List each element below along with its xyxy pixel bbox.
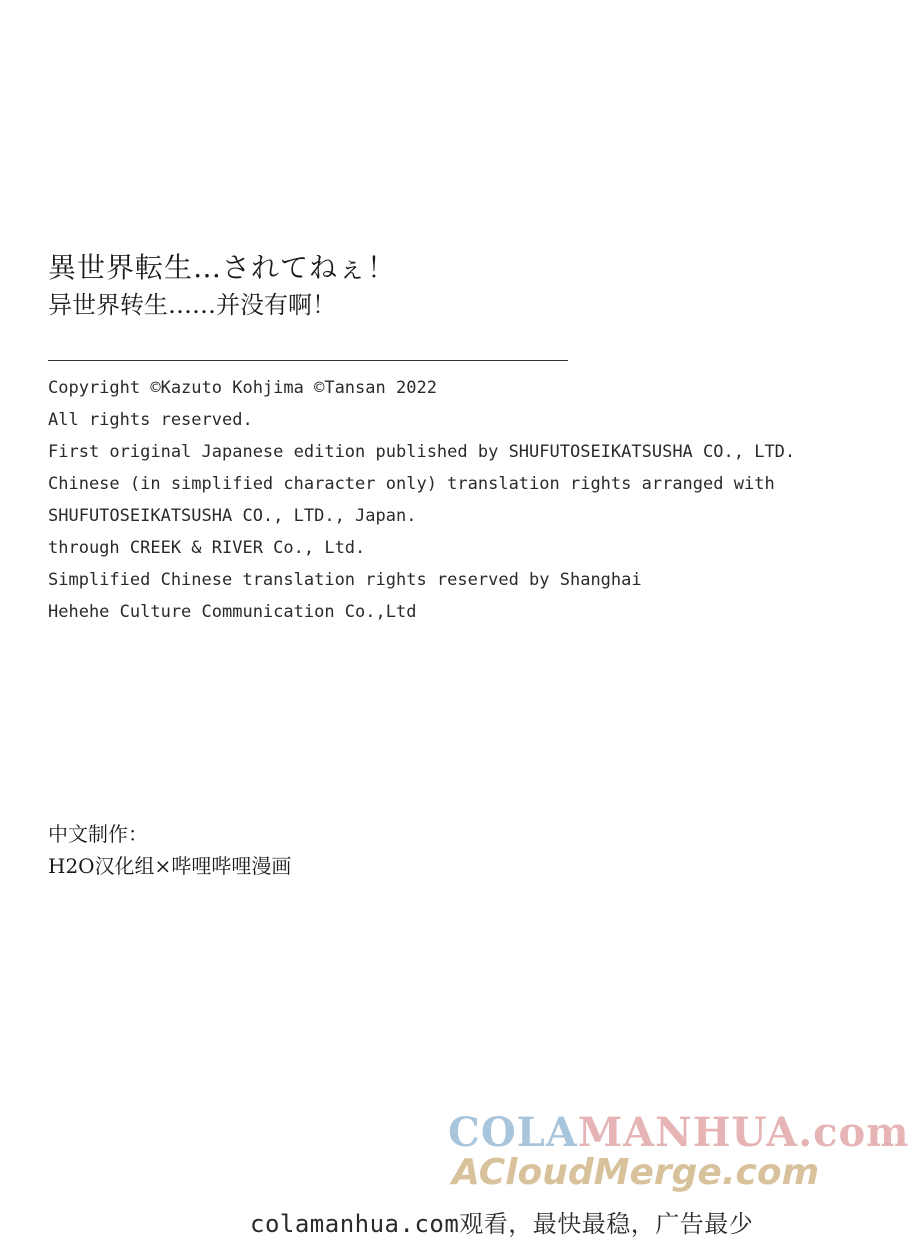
production-credits [48,818,291,882]
acloudmerge-watermark: ACloudMerge.com [452,1152,820,1193]
copyright-line: Chinese (in simplified character only) translation rights arranged with [48,474,775,494]
copyright-line: SHUFUTOSEIKATSUSHA CO., LTD., Japan. [48,506,417,526]
watermark-cola-text: COLA [448,1109,578,1156]
title-divider [48,360,568,361]
chinese-title: 异世界转生……并没有啊！ [48,291,336,319]
footer-notice: colamanhua.com观看，最快最稳，广告最少 [250,1210,754,1238]
credits-label: 中文制作： [48,822,148,846]
copyright-line: Simplified Chinese translation rights reserved by Shanghai [48,570,642,590]
copyright-line: Copyright ©Kazuto Kohjima ©Tansan 2022 [48,378,437,398]
copyright-line: through CREEK & RIVER Co., Ltd. [48,538,366,558]
watermark-manhua-text: MANHUA.com [577,1109,909,1156]
copyright-line: First original Japanese edition published by SHUFUTOSEIKATSUSHA CO., LTD. [48,442,796,462]
japanese-title: 異世界転生…されてねぇ！ [48,251,397,284]
copyright-line: Hehehe Culture Communication Co.,Ltd [48,602,417,622]
copyright-line: All rights reserved. [48,410,253,430]
credits-value: H2O汉化组×哔哩哔哩漫画 [48,854,292,878]
copyright-notice [48,372,838,628]
